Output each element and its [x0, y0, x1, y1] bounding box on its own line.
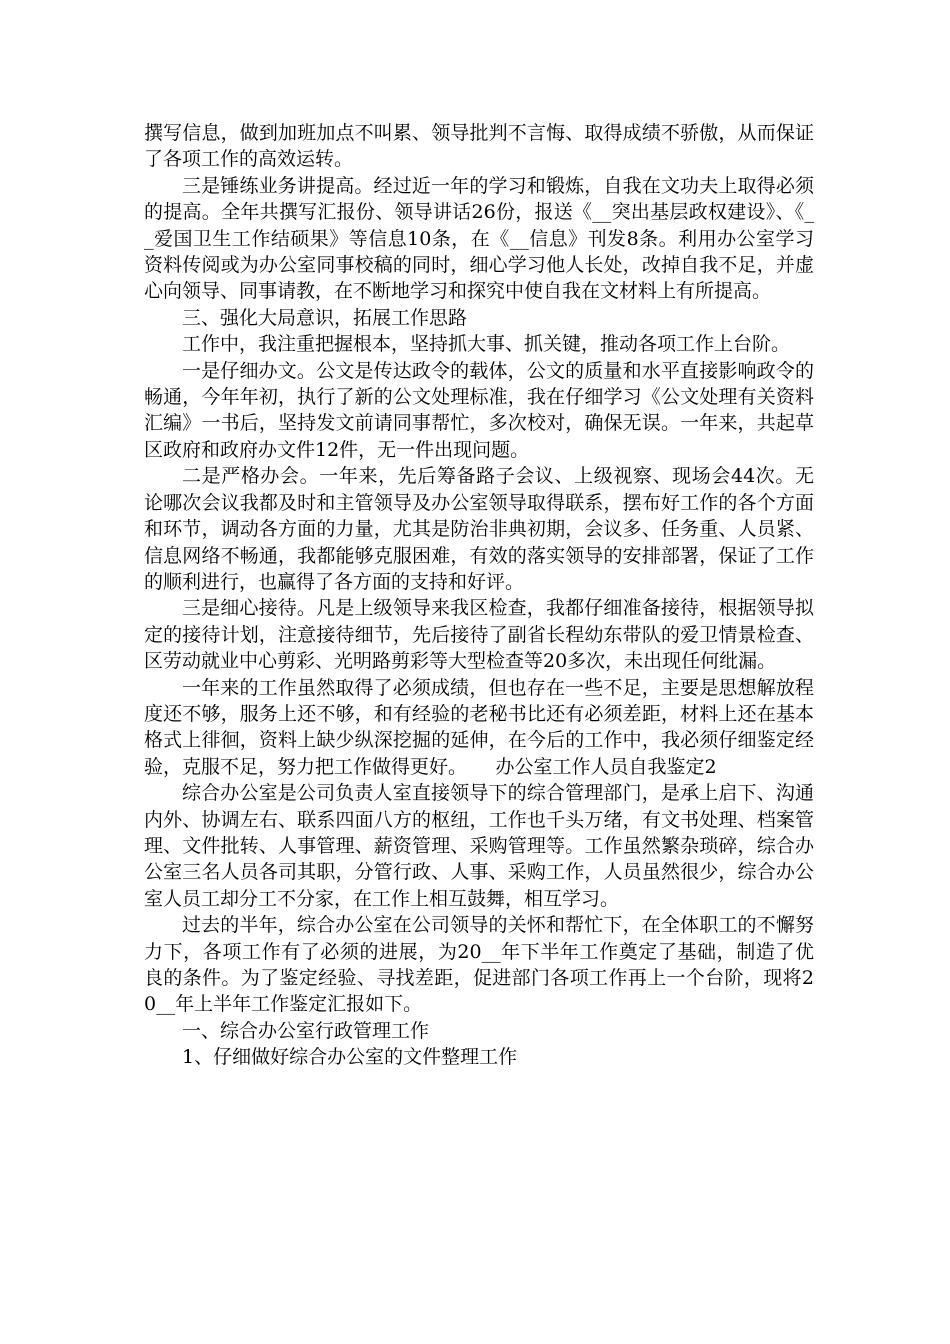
subsection-heading: 1、仔细做好综合办公室的文件整理工作 — [182, 1046, 518, 1069]
section-heading: 三、强化大局意识，拓展工作思路 — [182, 306, 468, 329]
paragraph: 三是细心接待。凡是上级领导来我区检查，我都仔细准备接待，根据领导拟定的接待计划，注意接待细节，先后接待了副省长程幼东带队的爱卫情景检查、区劳动就业中心剪彩、光明路剪彩等大型检查等20多次，未出现任何纰漏。 — [144, 597, 814, 673]
paragraph: 工作中，我注重把握根本，坚持抓大事、抓关键，推动各项工作上台阶。 — [182, 333, 791, 356]
paragraph: 一是仔细办文。公文是传达政令的载体，公文的质量和水平直接影响政令的畅通，今年年初，执行了新的公文处理标准，我在仔细学习《公文处理有关资料汇编》一书后，坚持发文前请同事帮忙，多次校对，确保无误。一年来，共起草区政府和政府办文件12件，无一件出现问题。 — [144, 359, 814, 461]
section-heading: 一、综合办公室行政管理工作 — [182, 1019, 430, 1042]
paragraph: 三是锤练业务讲提高。经过近一年的学习和锻炼，自我在文功夫上取得必须的提高。全年共撰写汇报份、领导讲话26份，报送《__突出基层政权建设》、《__爱国卫生工作结硕果》等信息10条，在《__信息》刊发8条。利用办公室学习资料传阅或为办公室同事校稿的同时，细心学习他人长处，改掉自我不足，并虚心向领导、同事请教，在不断地学习和探究中使自我在文材料上有所提高。 — [144, 174, 814, 303]
paragraph: 二是严格办会。一年来，先后筹备路子会议、上级视察、现场会44次。无论哪次会议我都及时和主管领导及办公室领导取得联系，摆布好工作的各个方面和环节，调动各方面的力量，尤其是防治非典初期，会议多、任务重、人员紧、信息网络不畅通，我都能够克服困难，有效的落实领导的安排部署，保证了工作的顺利进行，也赢得了各方面的支持和好评。 — [144, 465, 814, 593]
document-body — [144, 120, 814, 1071]
paragraph: 综合办公室是公司负责人室直接领导下的综合管理部门，是承上启下、沟通内外、协调左右、联系四面八方的枢纽，工作也千头万绪，有文书处理、档案管理、文件批转、人事管理、薪资管理、采购管理等。工作虽然繁杂琐碎，综合办公室三名人员各司其职，分管行政、人事、采购工作，人员虽然很少，综合办公室人员工却分工不分家，在工作上相互鼓舞，相互学习。 — [144, 782, 814, 910]
paragraph: 一年来的工作虽然取得了必须成绩，但也存在一些不足，主要是思想解放程度还不够，服务上还不够，和有经验的老秘书比还有必须差距，材料上还在基本格式上徘徊，资料上缺少纵深挖掘的延伸，在今后的工作中，我必须仔细鉴定经验，克服不足，努力把工作做得更好。 办公室工作人员自我鉴定2 — [144, 676, 814, 778]
paragraph: 撰写信息，做到加班加点不叫累、领导批判不言悔、取得成绩不骄傲，从而保证了各项工作的高效运转。 — [144, 122, 814, 171]
paragraph: 过去的半年，综合办公室在公司领导的关怀和帮忙下，在全体职工的不懈努力下，各项工作有了必须的进展，为20__年下半年工作奠定了基础，制造了优良的条件。为了鉴定经验、寻找差距，促进部门各项工作再上一个台阶，现将20__年上半年工作鉴定汇报如下。 — [144, 914, 814, 1016]
